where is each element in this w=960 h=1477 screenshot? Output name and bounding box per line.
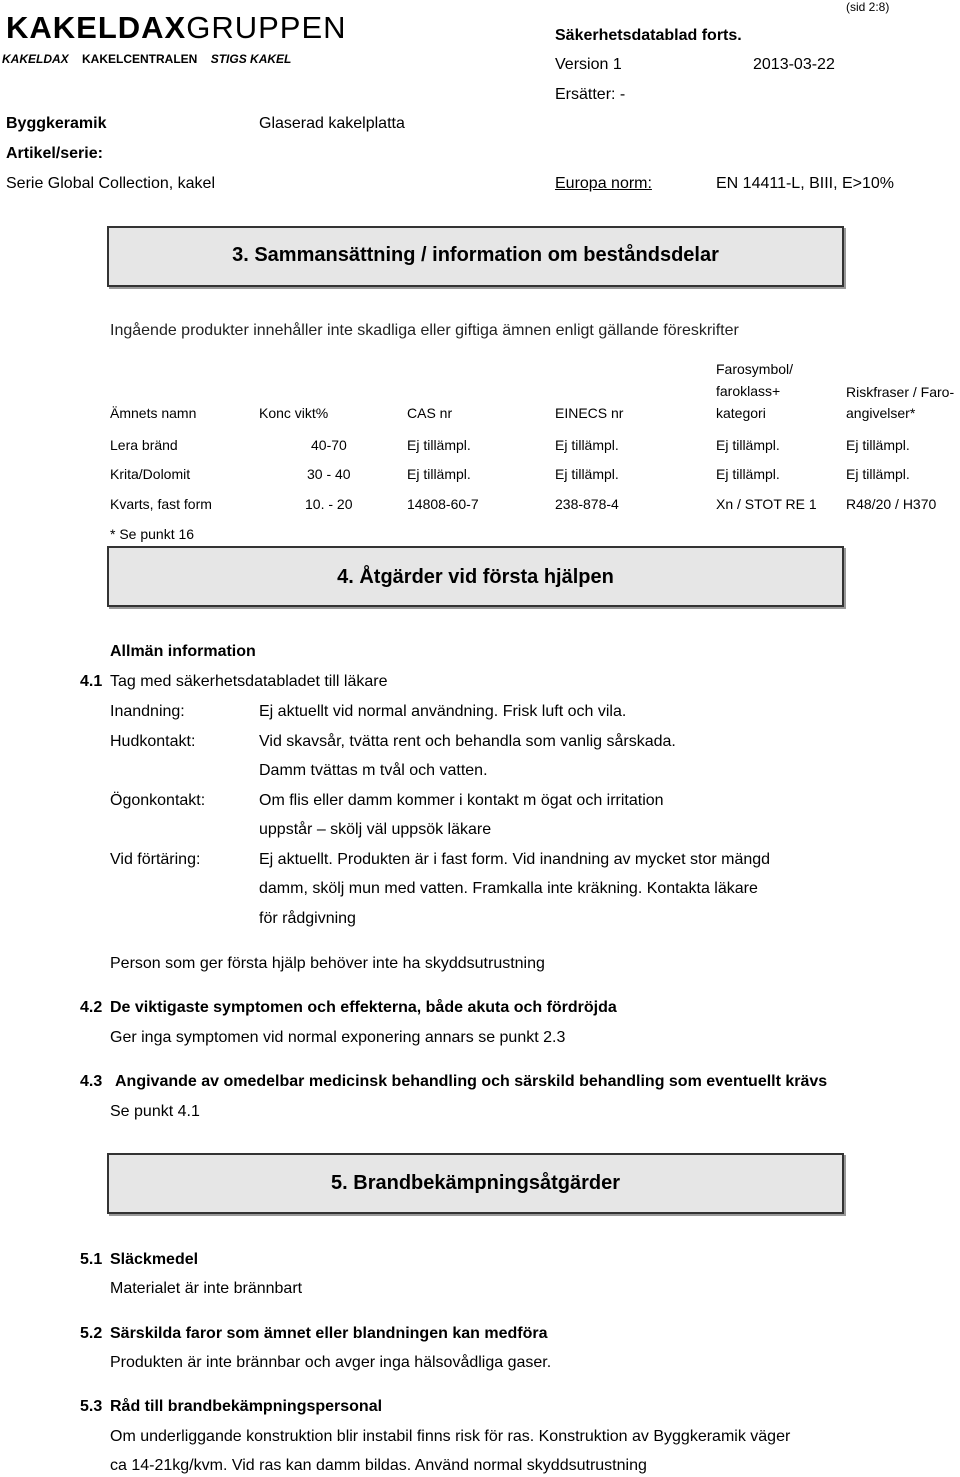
skin-text-1: Vid skavsår, tvätta rent och behandla som vanlig sårskada.	[259, 733, 676, 750]
skin-label: Hudkontakt:	[110, 733, 196, 750]
table-footnote: * Se punkt 16	[110, 526, 195, 542]
document-title: Säkerhetsdatablad forts.	[555, 27, 742, 44]
norm-label: Europa norm:	[555, 175, 652, 192]
logo-sub-kakelcentralen: KAKELCENTRALEN	[82, 52, 198, 66]
s41-number: 4.1	[80, 673, 103, 690]
logo-brand-thin: GRUPPEN	[186, 10, 347, 45]
col-header-cas: CAS nr	[407, 405, 453, 421]
page-marker: (sid 2:8)	[846, 0, 890, 14]
s53-title: Råd till brandbekämpningspersonal	[110, 1398, 383, 1415]
col-header-risk-2: angivelser*	[846, 405, 916, 421]
s52-title: Särskilda faror som ämnet eller blandningen kan medföra	[110, 1325, 548, 1342]
cell-cas: Ej tillämpl.	[407, 437, 471, 453]
logo	[6, 10, 347, 46]
inhalation-text: Ej aktuellt vid normal användning. Frisk luft och vila.	[259, 703, 627, 720]
company: Byggkeramik	[6, 115, 107, 132]
logo-sub-stigs-kakel: STIGS KAKEL	[210, 52, 292, 66]
eye-label: Ögonkontakt:	[110, 792, 206, 809]
col-header-symbol-2: faroklass+	[716, 383, 781, 399]
s42-title: De viktigaste symptomen och effekterna, både akuta och fördröjda	[110, 999, 617, 1016]
s51-number: 5.1	[80, 1251, 103, 1268]
section3-heading-box	[107, 226, 844, 287]
cell-conc: 40-70	[311, 437, 347, 453]
s43-title: Angivande av omedelbar medicinsk behandling och särskild behandling som eventuellt krävs	[115, 1073, 828, 1090]
cell-risk: Ej tillämpl.	[846, 437, 910, 453]
logo-sub-brands	[2, 52, 301, 66]
cell-conc: 30 - 40	[307, 466, 351, 482]
ingestion-label: Vid förtäring:	[110, 851, 201, 868]
cell-einecs: 238-878-4	[555, 496, 619, 512]
s43-number: 4.3	[80, 1073, 103, 1090]
section5-heading: 5. Brandbekämpningsåtgärder	[331, 1172, 620, 1194]
skin-text-2: Damm tvättas m tvål och vatten.	[259, 762, 488, 779]
section3-intro: Ingående produkter innehåller inte skadliga eller giftiga ämnen enligt gällande föreskrifter	[110, 322, 739, 339]
series: Serie Global Collection, kakel	[6, 175, 215, 192]
ingestion-text-1: Ej aktuellt. Produkten är i fast form. Vid inandning av mycket stor mängd	[259, 851, 771, 868]
section3-heading: 3. Sammansättning / information om beståndsdelar	[232, 244, 719, 266]
cell-symbol: Ej tillämpl.	[716, 466, 780, 482]
replaces: Ersätter: -	[555, 86, 626, 103]
date: 2013-03-22	[753, 56, 835, 73]
section4-heading: 4. Åtgärder vid första hjälpen	[337, 566, 614, 588]
s41-title: Tag med säkerhetsdatabladet till läkare	[110, 673, 388, 690]
s53-text-1: Om underliggande konstruktion blir instabil finns risk för ras. Konstruktion av Byggkeramik väger	[110, 1428, 791, 1445]
norm-value: EN 14411-L, BIII, E>10%	[716, 175, 895, 192]
col-header-risk-1: Riskfraser / Faro-	[846, 384, 955, 400]
cell-conc: 10. - 20	[305, 496, 353, 512]
section4-heading-box	[107, 546, 844, 607]
product: Glaserad kakelplatta	[259, 115, 405, 132]
s42-number: 4.2	[80, 999, 103, 1016]
col-header-name: Ämnets namn	[110, 405, 197, 421]
article-label: Artikel/serie:	[6, 145, 103, 162]
cell-risk: Ej tillämpl.	[846, 466, 910, 482]
col-header-symbol-1: Farosymbol/	[716, 361, 794, 377]
s51-title: Släckmedel	[110, 1251, 199, 1268]
cell-symbol: Ej tillämpl.	[716, 437, 780, 453]
s52-number: 5.2	[80, 1325, 103, 1342]
cell-name: Kvarts, fast form	[110, 496, 212, 512]
s42-text: Ger inga symptomen vid normal exponering annars se punkt 2.3	[110, 1029, 566, 1046]
general-info-heading: Allmän information	[110, 643, 256, 660]
cell-name: Lera bränd	[110, 437, 178, 453]
first-aider-note: Person som ger första hjälp behöver inte ha skyddsutrustning	[110, 955, 545, 972]
s53-number: 5.3	[80, 1398, 103, 1415]
s53-text-2: ca 14-21kg/kvm. Vid ras kan damm bildas. Använd normal skyddsutrustning	[110, 1457, 647, 1474]
cell-name: Krita/Dolomit	[110, 466, 191, 482]
cell-risk: R48/20 / H370	[846, 496, 937, 512]
cell-einecs: Ej tillämpl.	[555, 466, 619, 482]
col-header-einecs: EINECS nr	[555, 405, 624, 421]
col-header-symbol-3: kategori	[716, 405, 766, 421]
ingestion-text-3: för rådgivning	[259, 910, 356, 927]
logo-sub-kakeldax: KAKELDAX	[2, 52, 69, 66]
cell-symbol: Xn / STOT RE 1	[716, 496, 817, 512]
s51-text: Materialet är inte brännbart	[110, 1280, 303, 1297]
section5-heading-box	[107, 1153, 844, 1214]
ingestion-text-2: damm, skölj mun med vatten. Framkalla inte kräkning. Kontakta läkare	[259, 880, 758, 897]
version: Version 1	[555, 56, 622, 73]
eye-text-1: Om flis eller damm kommer i kontakt m ögat och irritation	[259, 792, 664, 809]
s52-text: Produkten är inte brännbar och avger inga hälsovådliga gaser.	[110, 1354, 552, 1371]
cell-einecs: Ej tillämpl.	[555, 437, 619, 453]
col-header-conc: Konc vikt%	[259, 405, 329, 421]
inhalation-label: Inandning:	[110, 703, 185, 720]
s43-text: Se punkt 4.1	[110, 1103, 200, 1120]
cell-cas: 14808-60-7	[407, 496, 479, 512]
cell-cas: Ej tillämpl.	[407, 466, 471, 482]
eye-text-2: uppstår – skölj väl uppsök läkare	[259, 821, 492, 838]
logo-brand-bold: KAKELDAX	[6, 10, 187, 45]
